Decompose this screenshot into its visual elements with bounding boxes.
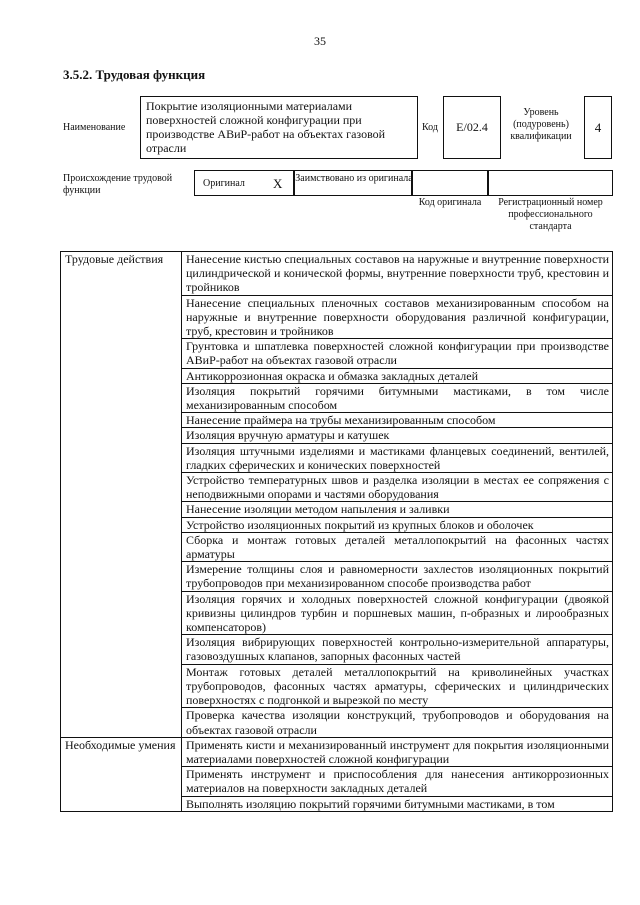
code-value: E/02.4 bbox=[443, 96, 501, 159]
labor-actions-label: Трудовые действия bbox=[61, 252, 182, 738]
skills-item: Выполнять изоляцию покрытий горячими битумными мастиками, в том bbox=[182, 796, 613, 811]
labor-actions-item: Проверка качества изоляции конструкций, трубопроводов и оборудования на объектах газовой отрасли bbox=[182, 708, 613, 737]
labor-actions-item: Изоляция вручную арматуры и катушек bbox=[182, 428, 613, 443]
original-code-cell bbox=[412, 170, 488, 196]
labor-actions-item: Устройство изоляционных покрытий из крупных блоков и оболочек bbox=[182, 517, 613, 532]
name-value: Покрытие изоляционными материалами поверхностей сложной конфигурации при производстве АВиР-работ на объектах газовой отрасли bbox=[140, 96, 418, 159]
labor-actions-item: Нанесение кистью специальных составов на наружные и внутренние поверхности цилиндрической и конической формы, внутренние поверхности труб, крестовин и тройников bbox=[182, 252, 613, 296]
labor-actions-item: Нанесение изоляции методом напыления и заливки bbox=[182, 502, 613, 517]
skills-item: Применять кисти и механизированный инструмент для покрытия изоляционными материалами поверхностей сложной конфигурации bbox=[182, 737, 613, 766]
labor-actions-item: Грунтовка и шпатлевка поверхностей сложной конфигурации при производстве АВиР-работ на объектах газовой отрасли bbox=[182, 339, 613, 368]
labor-actions-item: Изоляция покрытий горячими битумными мастиками, в том числе механизированным способом bbox=[182, 383, 613, 412]
section-title: 3.5.2. Трудовая функция bbox=[63, 67, 206, 82]
labor-actions-item: Измерение толщины слоя и равномерности захлестов изоляционных покрытий трубопроводов при механизированном способе производства работ bbox=[182, 562, 613, 591]
original-label: Оригинал bbox=[203, 178, 245, 189]
labor-actions-item: Изоляция горячих и холодных поверхностей сложной конфигурации (двоякой кривизны цилиндров турбин и поршневых машин, п-образных и лирообразных компенсаторов) bbox=[182, 591, 613, 635]
registration-number-label: Регистрационный номер профессионального стандарта bbox=[498, 197, 603, 232]
labor-actions-item: Устройство температурных швов и разделка изоляции в местах ее сопряжения с неподвижными опорами и частями оборудования bbox=[182, 473, 613, 502]
original-code-label: Код оригинала bbox=[418, 197, 482, 208]
labor-actions-item: Нанесение специальных пленочных составов механизированным способом на наружные и внутренние поверхности оборудования различной конфигурации, труб, крестовин и тройников bbox=[182, 295, 613, 339]
labor-function-table bbox=[60, 251, 613, 812]
table-row bbox=[61, 737, 613, 766]
original-cell bbox=[194, 170, 294, 196]
skills-item: Применять инструмент и приспособления для нанесения антикоррозионных материалов на поверхности закладных деталей bbox=[182, 767, 613, 796]
origin-label: Происхождение трудовой функции bbox=[63, 173, 173, 196]
labor-actions-item: Сборка и монтаж готовых деталей металлопокрытий на фасонных частях арматуры bbox=[182, 532, 613, 561]
origin-row bbox=[194, 170, 613, 196]
qualification-level-label: Уровень (подуровень) квалификации bbox=[510, 107, 572, 142]
original-mark: X bbox=[273, 176, 283, 191]
labor-actions-item: Изоляция вибрирующих поверхностей контрольно-измерительной аппаратуры, газовоздушных клапанов, запорных фасонных частей bbox=[182, 635, 613, 664]
labor-actions-item: Антикоррозионная окраска и обмазка закладных деталей bbox=[182, 368, 613, 383]
labor-actions-item: Изоляция штучными изделиями и мастиками фланцевых соединений, вентилей, гладких сферических и конических поверхностей bbox=[182, 443, 613, 472]
name-label: Наименование bbox=[63, 122, 126, 133]
registration-number-cell bbox=[488, 170, 613, 196]
labor-actions-item: Нанесение праймера на трубы механизированным способом bbox=[182, 413, 613, 428]
qualification-level-value: 4 bbox=[584, 96, 612, 159]
skills-label: Необходимые умения bbox=[61, 737, 182, 811]
page-number: 35 bbox=[314, 34, 326, 48]
borrowed-cell bbox=[294, 170, 412, 196]
labor-actions-item: Монтаж готовых деталей металлопокрытий на криволинейных участках трубопроводов, фасонных частях арматуры, сферических и цилиндрических поверхностях с подгонкой и вырезкой по месту bbox=[182, 664, 613, 708]
table-row bbox=[61, 252, 613, 296]
code-label: Код bbox=[422, 122, 438, 133]
borrowed-label: Заимствовано из оригинала bbox=[295, 173, 413, 184]
